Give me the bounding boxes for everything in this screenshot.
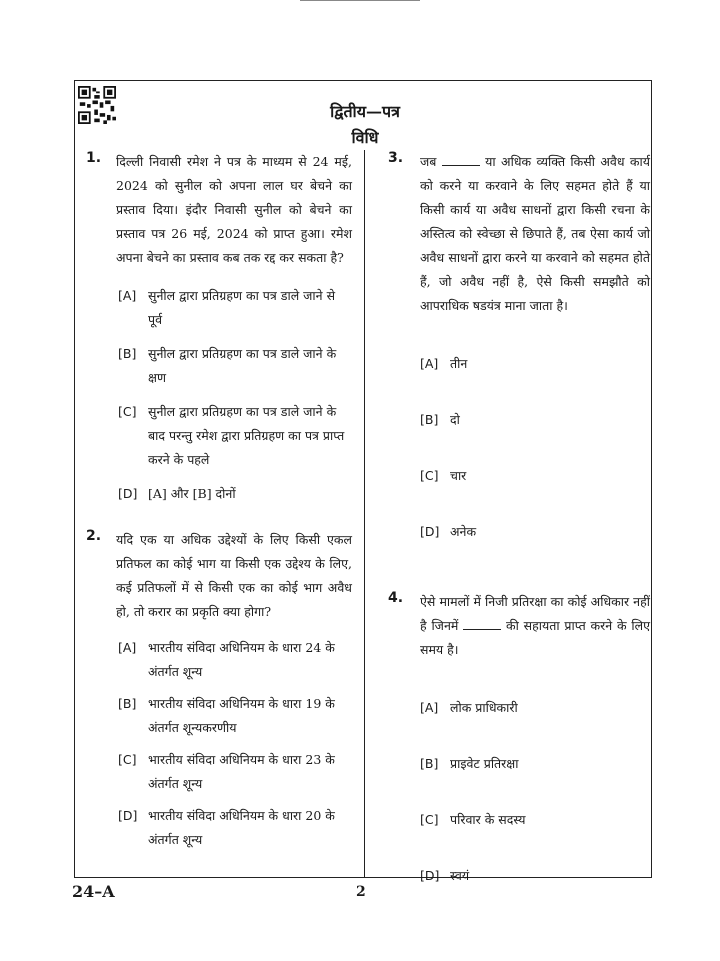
top-edge-line bbox=[300, 0, 420, 1]
question-number: 4. bbox=[388, 590, 404, 606]
option-d: [D] भारतीय संविदा अधिनियम के धारा 20 के अंतर्गत शून्य bbox=[118, 808, 335, 847]
option-c: [C] परिवार के सदस्य bbox=[420, 812, 526, 827]
option-d: [D] स्वयं bbox=[420, 868, 470, 883]
page-number: 2 bbox=[356, 884, 366, 900]
options-list bbox=[420, 696, 650, 888]
question-3 bbox=[388, 150, 650, 544]
option-a: [A] भारतीय संविदा अधिनियम के धारा 24 के अंतर्गत शून्य bbox=[118, 640, 335, 679]
option-d: [D] [A] और [B] दोनों bbox=[118, 486, 236, 501]
question-2 bbox=[86, 528, 352, 852]
option-b: [B] प्राइवेट प्रतिरक्षा bbox=[420, 756, 519, 771]
option-a: [A] सुनील द्वारा प्रतिग्रहण का पत्र डाले जाने से पूर्व bbox=[118, 288, 336, 327]
question-text: जब या अधिक व्यक्ति किसी अवैध कार्य को करने या करवाने के लिए सहमत होते हैं या किसी कार्य या अवैध साधनों द्वारा किसी रचना के अस्तित्व को स्वेच्छा से छिपाते हैं, तब ऐसा कार्य जो अवैध साधनों द्वारा करने या करवाने को सहमत होते हैं, जो अवैध नहीं है, ऐसे किसी समझौते को आपराधिक षडयंत्र माना जाता है। bbox=[420, 154, 650, 313]
option-b: [B] भारतीय संविदा अधिनियम के धारा 19 के अंतर्गत शून्यकरणीय bbox=[118, 696, 335, 735]
qr-code-icon bbox=[78, 86, 116, 124]
left-column bbox=[86, 150, 352, 852]
paper-title: द्वितीय—पत्र bbox=[330, 102, 400, 121]
option-b: [B] सुनील द्वारा प्रतिग्रहण का पत्र डाले जाने के क्षण bbox=[118, 346, 337, 385]
option-a: [A] लोक प्राधिकारी bbox=[420, 700, 518, 715]
option-a: [A] तीन bbox=[420, 356, 468, 371]
answer-blank bbox=[463, 617, 501, 630]
option-c: [C] सुनील द्वारा प्रतिग्रहण का पत्र डाले जाने के बाद परन्तु रमेश द्वारा प्रतिग्रहण का पत्र प्राप्त करने के पहले bbox=[118, 404, 345, 467]
subject-title: विधि bbox=[351, 128, 379, 147]
option-d: [D] अनेक bbox=[420, 524, 477, 539]
question-text: ऐसे मामलों में निजी प्रतिरक्षा का कोई अधिकार नहीं है जिनमें की सहायता प्राप्त करने के लिए समय है। bbox=[420, 594, 650, 657]
question-text: दिल्ली निवासी रमेश ने पत्र के माध्यम से 24 मई, 2024 को सुनील को अपना लाल घर बेचने का प्रस्ताव दिया। इंदौर निवासी सुनील को बेचने का प्रस्ताव पत्र 26 मई, 2024 को प्राप्त हुआ। रमेश अपना बेचने का प्रस्ताव कब तक रद्द कर सकता है? bbox=[116, 154, 352, 265]
options-list bbox=[118, 284, 352, 506]
option-b: [B] दो bbox=[420, 412, 460, 427]
question-number: 1. bbox=[86, 150, 102, 166]
question-1 bbox=[86, 150, 352, 506]
answer-blank bbox=[442, 153, 480, 166]
option-c: [C] भारतीय संविदा अधिनियम के धारा 23 के अंतर्गत शून्य bbox=[118, 752, 335, 791]
question-4 bbox=[388, 590, 650, 888]
paper-code: 24–A bbox=[72, 882, 115, 901]
right-column bbox=[388, 150, 650, 888]
option-c: [C] चार bbox=[420, 468, 467, 483]
question-number: 3. bbox=[388, 150, 404, 166]
options-list bbox=[118, 636, 352, 852]
column-divider bbox=[364, 150, 365, 878]
question-text: यदि एक या अधिक उद्देश्यों के लिए किसी एकल प्रतिफल का कोई भाग या किसी एक उद्देश्य के लिए, कई प्रतिफलों में से किसी एक का कोई भाग अवैध हो, तो करार का प्रकृति क्या होगा? bbox=[116, 532, 352, 619]
question-number: 2. bbox=[86, 528, 102, 544]
options-list bbox=[420, 352, 650, 544]
